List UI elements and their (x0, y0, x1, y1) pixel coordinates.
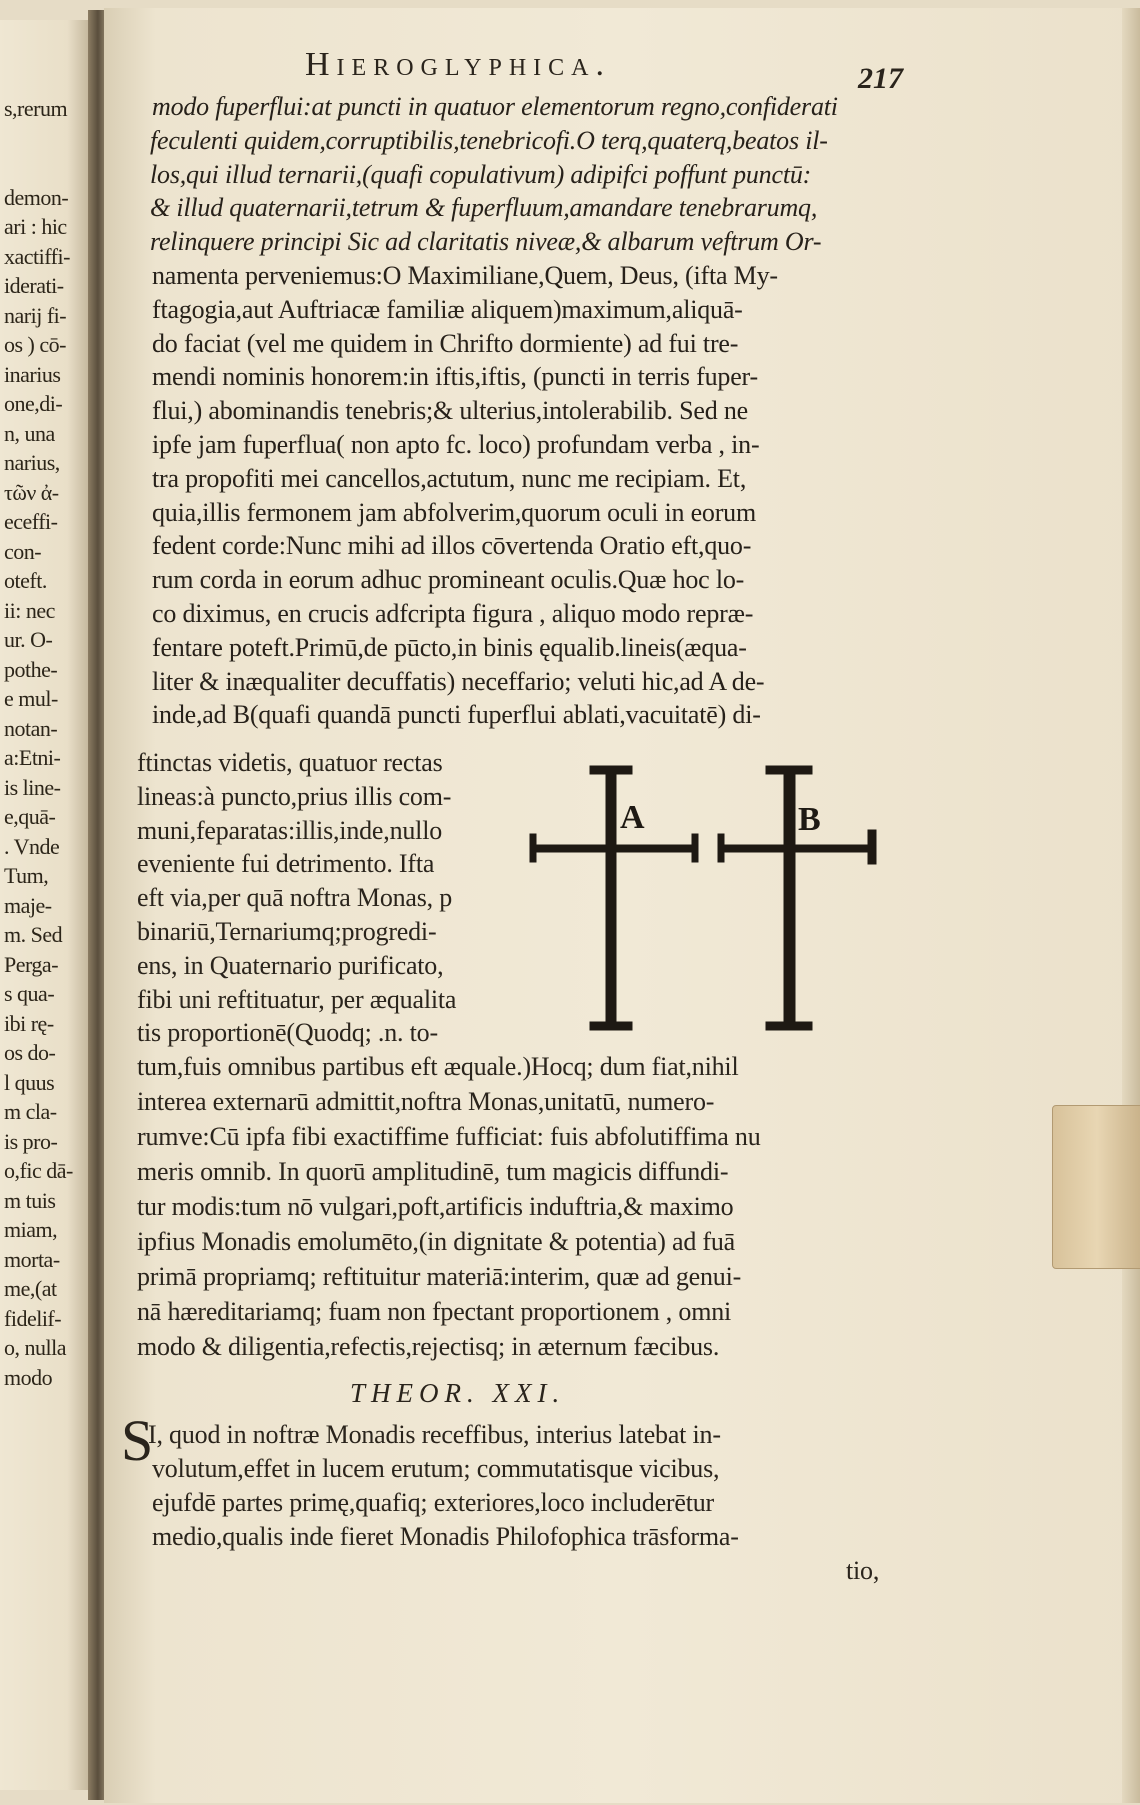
margin-fragment: demon- (4, 184, 69, 210)
cross-a-vertical (606, 772, 616, 1026)
text-line: & illud quaternarii,tetrum & fuperfluum,amandare tenebrarumq, (150, 193, 818, 223)
left-page (0, 20, 96, 1790)
margin-fragment: m tuis (4, 1187, 56, 1213)
text-line: tra propofiti mei cancellos,actutum, nunc me recipiam. Et, (152, 463, 747, 493)
text-line: medio,qualis inde fieret Monadis Philofophica trāsforma- (152, 1522, 739, 1551)
text-line: ftagogia,aut Auftriacæ familiæ aliquem)maximum,aliquā- (152, 294, 743, 324)
text-line: meris omnib. In quorū amplitudinē, tum magicis diffundi- (137, 1157, 729, 1186)
margin-fragment: os do- (4, 1040, 56, 1065)
cross-a-top-serif (590, 766, 632, 774)
margin-fragment: pothe- (4, 656, 58, 682)
text-line: volutum,effet in lucem erutum; commutatisque vicibus, (152, 1454, 720, 1483)
text-line: muni,feparatas:illis,inde,nullo (137, 815, 443, 845)
text-line: tis proportionē(Quodq; .n. to- (137, 1018, 438, 1048)
text-line: mendi nominis honorem:in iftis,iftis, (puncti in terris fuper- (152, 362, 758, 392)
text-line: quia,illis fermonem jam abfolverim,quorum oculi in eorum (152, 497, 756, 527)
page-edge (1122, 8, 1140, 1803)
margin-fragment: me,(at (4, 1276, 57, 1301)
figure-label-a: A (620, 799, 645, 836)
margin-fragment: con- (4, 538, 42, 564)
drop-cap: S (121, 1408, 154, 1473)
text-line: eveniente fui detrimento. Ifta (137, 849, 435, 879)
margin-fragment: ur. O- (4, 627, 53, 652)
margin-fragment: eceffi- (4, 509, 58, 534)
text-line: lineas:à puncto,prius illis com- (137, 781, 452, 811)
text-line: primā propriamq; reftituitur materiā:interim, quæ ad genui- (137, 1262, 742, 1291)
text-line: ipfe jam fuperflua( non apto fc. loco) profundam verba , in- (152, 430, 760, 459)
cross-b (718, 766, 876, 1030)
margin-fragment: m cla- (4, 1099, 57, 1124)
cross-a-right-serif (692, 834, 698, 862)
cross-a-horizontal (534, 845, 694, 852)
text-line: tur modis:tum nō vulgari,poft,artificis induftria,& maximo (137, 1192, 734, 1221)
text-line: do faciat (vel me quidem in Chrifto dormiente) ad fui tre- (152, 328, 739, 358)
cross-b-top-serif (766, 766, 812, 774)
margin-fragment: fidelif- (4, 1305, 62, 1331)
margin-fragment: m. Sed (4, 922, 63, 947)
text-line: ftinctas videtis, quatuor rectas (137, 748, 443, 777)
margin-fragment: n, una (4, 420, 55, 446)
cross-figure (520, 758, 890, 1038)
margin-fragment: o, nulla (4, 1335, 66, 1360)
text-line: los,qui illud ternarii,(quafi copulativum) adipifci poffunt punctū: (150, 159, 812, 189)
cross-a-left-serif (530, 834, 536, 862)
margin-fragment: ari : hic (4, 214, 67, 239)
cross-a-bottom-serif (590, 1022, 632, 1030)
margin-fragment: ii: nec (4, 597, 55, 623)
margin-fragment: miam, (4, 1217, 58, 1242)
figure-label-b: B (798, 801, 821, 838)
running-head: Hieroglyphica. (305, 46, 611, 83)
margin-fragment: . Vnde (4, 833, 60, 859)
text-line: fibi uni reftituatur, per æqualita (137, 984, 457, 1014)
text-line: modo fuperflui:at puncti in quatuor elementorum regno,confiderati (152, 92, 838, 121)
margin-fragment: τῶν ἀ- (4, 479, 59, 505)
text-line: flui,) abominandis tenebris;& ulterius,intolerabilib. Sed ne (152, 396, 748, 426)
margin-fragment: inarius (4, 361, 61, 387)
margin-fragment: is pro- (4, 1128, 58, 1154)
text-line: ens, in Quaternario purificato, (137, 950, 444, 980)
text-line: co diximus, en crucis adfcripta figura , aliquo modo repræ- (152, 599, 754, 628)
margin-fragment: oteft. (4, 568, 47, 593)
text-line: nā hæreditariamq; fuam non fpectant proportionem , omni (137, 1297, 732, 1326)
text-line: eft via,per quā noftra Monas, p (137, 883, 453, 913)
text-line: namenta perveniemus:O Maximiliane,Quem, Deus, (ifta My- (152, 261, 778, 290)
margin-fragment: narius, (4, 450, 60, 475)
text-line: rumve:Cū ipfa fibi exactiffime fufficiat: fuis abfolutiffima nu (137, 1122, 761, 1151)
margin-fragment: is line- (4, 774, 61, 800)
margin-fragment: modo (4, 1364, 53, 1390)
cross-b-right-serif (868, 830, 876, 864)
cross-b-left-serif (718, 834, 724, 862)
margin-fragment: one,di- (4, 391, 63, 416)
text-line: feculenti quidem,corruptibilis,tenebricofi.O terq,quaterq,beatos il- (150, 125, 828, 155)
margin-fragment: Perga- (4, 951, 59, 977)
margin-fragment: narij fi- (4, 302, 67, 328)
cross-b-vertical (784, 772, 795, 1026)
text-line: fentare poteft.Primū,de pūcto,in binis ęqualib.lineis(æqua- (152, 632, 747, 662)
cross-b-bottom-serif (766, 1022, 812, 1030)
text-line: binariū,Ternariumq;progredi- (137, 917, 437, 946)
margin-fragment: iderati- (4, 273, 64, 298)
margin-fragment: e,quā- (4, 804, 56, 829)
margin-fragment: maje- (4, 892, 52, 918)
margin-fragment: s,rerum (4, 96, 68, 121)
margin-fragment: ibi rę- (4, 1010, 54, 1036)
margin-fragment: os ) cō- (4, 332, 66, 357)
margin-fragment: o,fic dā- (4, 1158, 73, 1183)
margin-fragment: s qua- (4, 981, 55, 1006)
text-line: ejufdē partes primę,quafiq; exteriores,loco includerētur (152, 1488, 715, 1517)
cross-diagram (520, 758, 890, 1038)
cross-a (530, 766, 698, 1030)
cross-b-horizontal (722, 845, 870, 852)
bookmark-tab (1052, 1105, 1140, 1269)
margin-fragment: a:Etni- (4, 745, 61, 770)
text-line: interea externarū admittit,noftra Monas,unitatū, numero- (137, 1087, 715, 1116)
theorem-title: THEOR. XXI. (350, 1378, 566, 1408)
text-line: tum,fuis omnibus partibus eft æquale.)Hocq; dum fiat,nihil (137, 1052, 739, 1081)
margin-fragment: Tum, (4, 863, 49, 888)
text-line: I, quod in noftræ Monadis receffibus, interius latebat in- (148, 1420, 721, 1449)
margin-fragment: e mul- (4, 686, 58, 711)
text-line: relinquere principi Sic ad claritatis niveæ,& albarum veftrum Or- (150, 227, 822, 257)
text-line: ipfius Monadis emolumēto,(in dignitate & potentia) ad fuā (137, 1227, 736, 1256)
margin-fragment: morta- (4, 1246, 60, 1272)
page-number: 217 (858, 62, 903, 95)
text-line: liter & inæqualiter decuffatis) neceffario; veluti hic,ad A de- (152, 666, 765, 696)
text-line: inde,ad B(quafi quandā puncti fuperflui ablati,vacuitatē) di- (152, 700, 761, 730)
margin-fragment: notan- (4, 715, 58, 741)
margin-fragment: xactiffi- (4, 243, 70, 269)
text-line: fedent corde:Nunc mihi ad illos cōvertenda Oratio eft,quo- (152, 531, 752, 561)
text-line: modo & diligentia,refectis,rejectisq; in æternum fæcibus. (137, 1332, 720, 1361)
text-line: tio, (846, 1556, 880, 1585)
text-line: rum corda in eorum adhuc promineant oculis.Quæ hoc lo- (152, 565, 745, 595)
margin-fragment: l quus (4, 1069, 55, 1095)
